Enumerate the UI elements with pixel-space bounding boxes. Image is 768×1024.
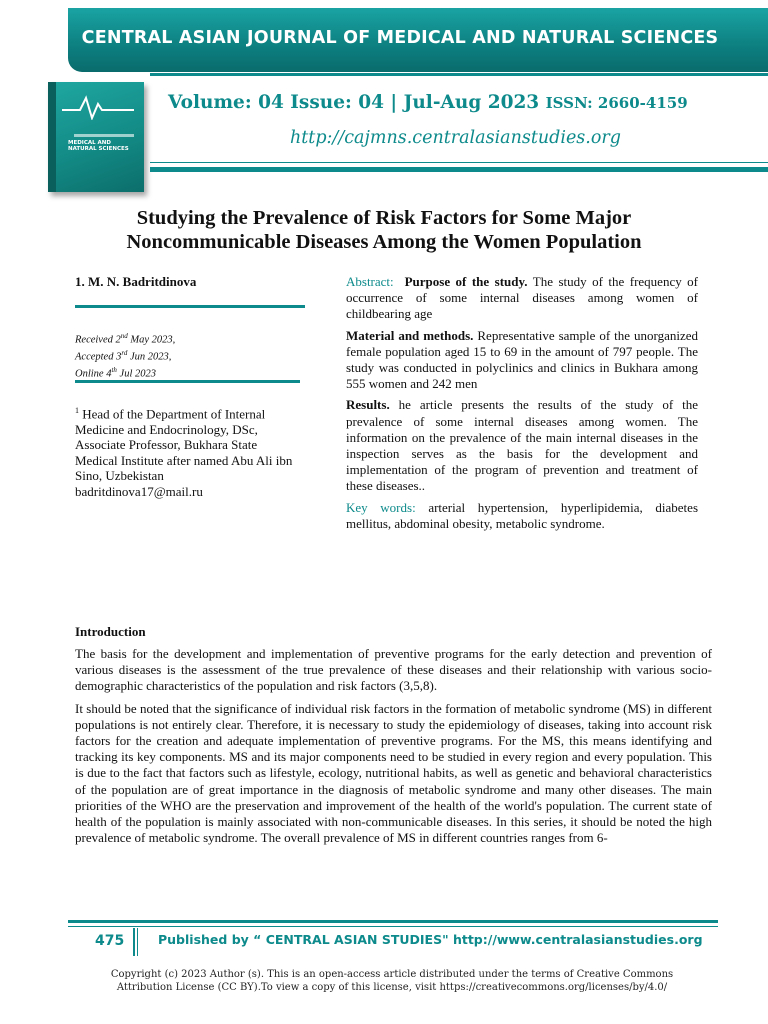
author-affiliation	[75, 403, 300, 499]
page-number: 475	[95, 933, 125, 949]
journal-cover-image	[48, 82, 144, 192]
accepted-date: Accepted 3rd Jun 2023,	[75, 349, 172, 363]
section-heading-introduction: Introduction	[75, 624, 146, 639]
footer-rule-thick	[68, 920, 718, 923]
footer-separator-thin	[137, 928, 138, 956]
dates-divider	[75, 380, 300, 383]
author-divider	[75, 305, 305, 308]
issn: ISSN: 2660-4159	[545, 94, 688, 112]
abstract	[346, 274, 698, 537]
cover-stripe	[74, 134, 134, 137]
author-name: 1. M. N. Badritdinova	[75, 274, 197, 289]
abstract-purpose: Abstract: Purpose of the study. The study of the frequency of occurrence of some internal diseases among women of childbearing age	[346, 274, 699, 322]
abstract-methods: Material and methods. Representative sample of the unorganized female population aged 15 to 69 in the amount of 797 people. The study was conducted in polyclinics and clinics in Bukhara among 555 women and 242 men	[346, 327, 698, 392]
volume-issue	[168, 92, 688, 113]
paragraph: It should be noted that the significance of individual risk factors in the formation of metabolic syndrome (MS) in different populations is not entirely clear. Therefore, it is necessary to study the epidemiology of diseases, taking into account risk factors for the creation and adequate implementation of preventive programs. For the MS, this means identifying and tracking its key components. MS and its major components need to be studied in every region and every population. This is due to the fact that factors such as lifestyle, ecology, nutritional habits, as well as genetic and behavioral characteristics of the population are of great importance in the diagnosis of metabolic syndrome and many other diseases. The main priorities of the WHO are the preservation and improvement of the health of the world's population. The current state of health of the population is mainly associated with non-communicable diseases. In this series, it should be noted the high prevalence of metabolic syndrome. The overall prevalence of MS in different countries ranges from 6-	[75, 700, 712, 846]
copyright-line: Copyright (c) 2023 Author (s). This is an open-access article distributed under the terms of Creative Commons	[110, 969, 674, 980]
header-rule-thick	[150, 167, 768, 172]
license-line[interactable]: Attribution License (CC BY).To view a copy of this license, visit https://creativecommons.org/licenses/by/4.0/	[116, 982, 668, 993]
footer-separator	[133, 928, 135, 956]
footer-rule-thin	[68, 926, 718, 927]
keywords-label: Key words:	[346, 499, 416, 515]
journal-url-link[interactable]: http://cajmns.centralasianstudies.org	[290, 128, 621, 148]
article-title: Studying the Prevalence of Risk Factors for Some Major Noncommunicable Diseases Among the Women Population	[126, 207, 642, 253]
affiliation-marker: 1	[75, 406, 79, 415]
article-dates	[75, 330, 305, 381]
online-date: Online 4th Jul 2023	[75, 366, 156, 380]
header-rule-thin	[150, 162, 768, 163]
author-email[interactable]: badritdinova17@mail.ru	[75, 483, 203, 499]
heartbeat-icon	[62, 92, 134, 120]
paragraph: The basis for the development and implementation of preventive programs for the early detection and prevention of various diseases is the assessment of the true prevalence of these diseases and their relationship with various socio-demographic characteristics of the population and risk factors (3,5,8).	[75, 646, 712, 694]
abstract-results: Results. he article presents the results of the study of the prevalence of some internal diseases among women. The information on the prevalence of the main internal diseases in the inspection serves as the basis for the development and implementation of the program of prevention and treatment of these diseases..	[346, 397, 698, 494]
publisher-line[interactable]: Published by “ CENTRAL ASIAN STUDIES" http://www.centralasianstudies.org	[158, 932, 703, 947]
body-text	[75, 646, 712, 852]
volume-issue-text: Volume: 04 Issue: 04 | Jul-Aug 2023	[168, 92, 540, 113]
journal-name: CENTRAL ASIAN JOURNAL OF MEDICAL AND NATURAL SCIENCES	[81, 28, 719, 48]
banner-divider	[150, 73, 768, 76]
cover-title: MEDICAL AND NATURAL SCIENCES	[68, 140, 129, 152]
copyright-notice	[60, 968, 724, 994]
affiliation-text: Head of the Department of Internal Medicine and Endocrinology, DSc, Associate Professor, Bukhara State Medical Institute after named Abu Ali ibn Sino, Uzbekistan	[75, 406, 293, 484]
abstract-label: Abstract:	[346, 274, 394, 289]
abstract-keywords: Key words: arterial hypertension, hyperlipidemia, diabetes mellitus, abdominal obesity, metabolic syndrome.	[346, 499, 698, 531]
received-date: Received 2nd May 2023,	[75, 332, 176, 346]
